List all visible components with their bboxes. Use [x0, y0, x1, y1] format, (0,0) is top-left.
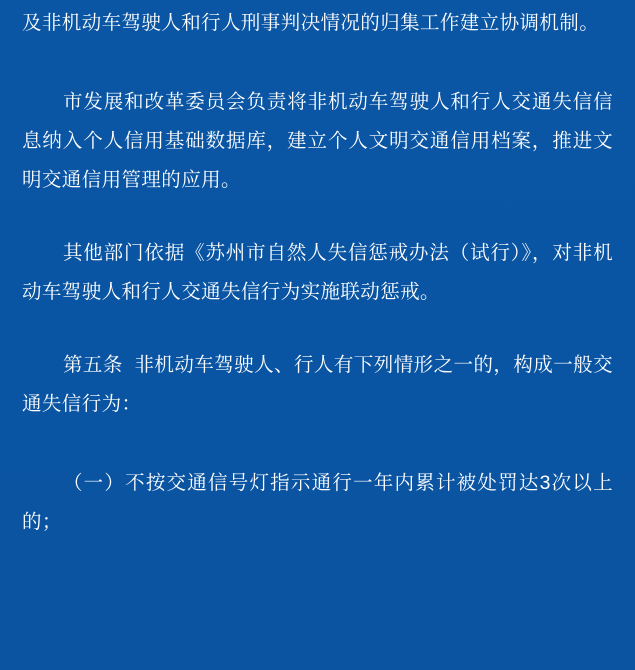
- paragraph-spacer: [22, 424, 613, 464]
- paragraph-2: 市发展和改革委员会负责将非机动车驾驶人和行人交通失信信息纳入个人信用基础数据库，建立个人文明交通信用档案，推进文明交通信用管理的应用。: [22, 91, 613, 191]
- document-body: [22, 0, 613, 542]
- paragraph-spacer: [22, 43, 613, 83]
- paragraph-spacer: [22, 200, 613, 234]
- paragraph-spacer: [22, 312, 613, 346]
- paragraph-4: 第五条 非机动车驾驶人、行人有下列情形之一的，构成一般交通失信行为：: [22, 354, 613, 415]
- paragraph-1: 及非机动车驾驶人和行人刑事判决情况的归集工作建立协调机制。: [22, 12, 600, 34]
- paragraph-5: （一）不按交通信号灯指示通行一年内累计被处罚达3次以上的；: [22, 472, 613, 533]
- paragraph-3: 其他部门依据《苏州市自然人失信惩戒办法（试行）》，对非机动车驾驶人和行人交通失信行为实施联动惩戒。: [22, 242, 613, 303]
